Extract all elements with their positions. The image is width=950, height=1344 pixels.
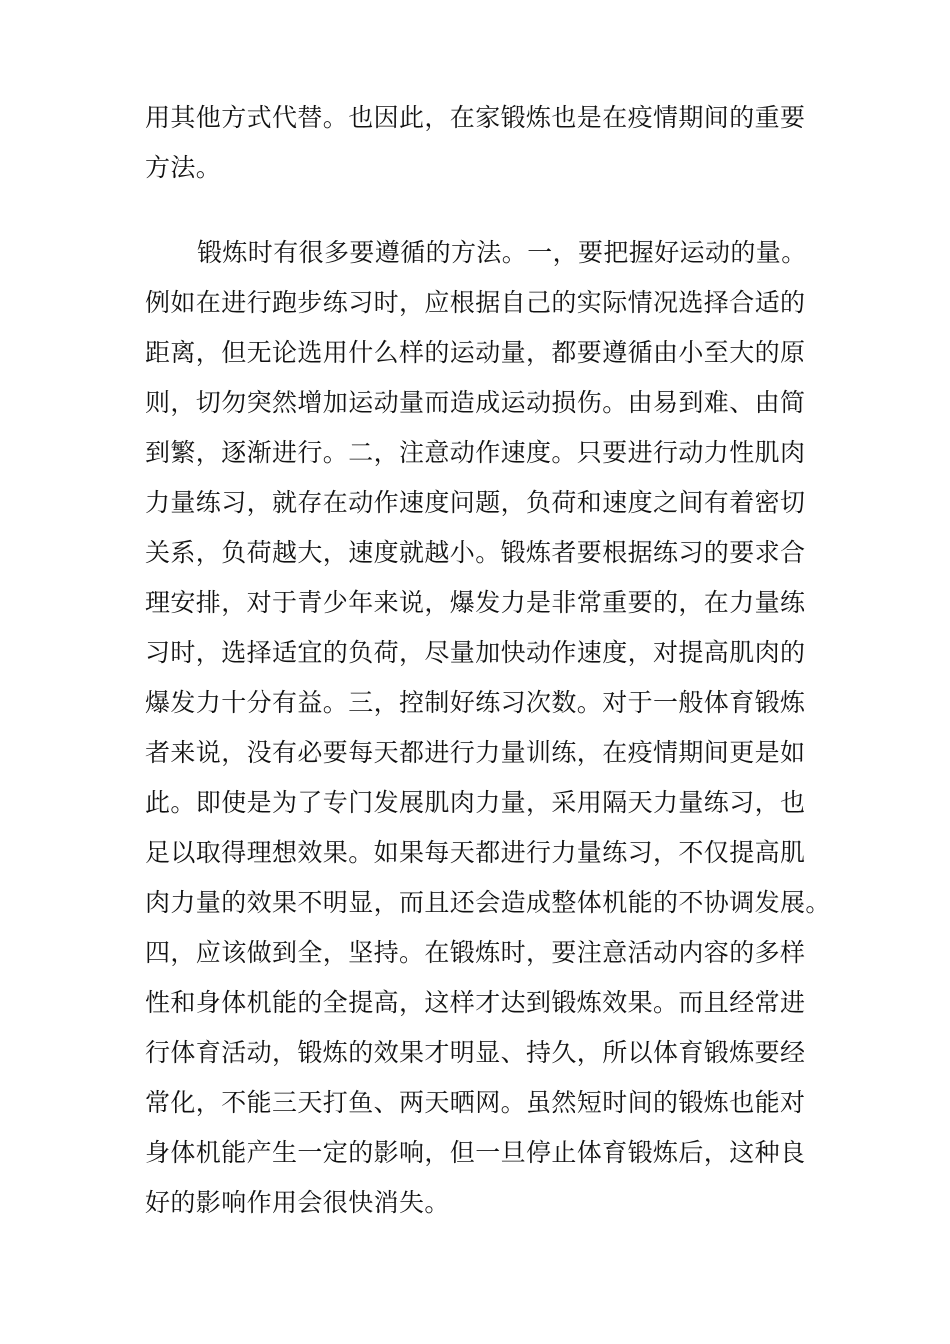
- text-line: 行体育活动，锻炼的效果才明显、持久，所以体育锻炼要经: [145, 1038, 806, 1067]
- text-line: 用其他方式代替。也因此，在家锻炼也是在疫情期间的重要: [145, 103, 806, 132]
- text-line: 例如在进行跑步练习时，应根据自己的实际情况选择合适的: [145, 288, 806, 317]
- text-line: 肉力量的效果不明显，而且还会造成整体机能的不协调发展。: [145, 888, 831, 917]
- text-line: 理安排，对于青少年来说，爆发力是非常重要的，在力量练: [145, 588, 806, 617]
- text-line: 习时，选择适宜的负荷，尽量加快动作速度，对提高肌肉的: [145, 638, 806, 667]
- text-line: 此。即使是为了专门发展肌肉力量，采用隔天力量练习，也: [145, 788, 806, 817]
- text-line: 则，切勿突然增加运动量而造成运动损伤。由易到难、由简: [145, 388, 806, 417]
- text-line: 四，应该做到全，坚持。在锻炼时，要注意活动内容的多样: [145, 938, 806, 967]
- text-line: 距离，但无论选用什么样的运动量，都要遵循由小至大的原: [145, 338, 806, 367]
- text-line: 常化，不能三天打鱼、两天晒网。虽然短时间的锻炼也能对: [145, 1088, 806, 1117]
- text-line: 锻炼时有很多要遵循的方法。一，要把握好运动的量。: [197, 238, 807, 267]
- text-line: 到繁，逐渐进行。二，注意动作速度。只要进行动力性肌肉: [145, 438, 806, 467]
- text-line: 方法。: [145, 153, 222, 182]
- text-line: 关系，负荷越大，速度就越小。锻炼者要根据练习的要求合: [145, 538, 806, 567]
- text-line: 爆发力十分有益。三，控制好练习次数。对于一般体育锻炼: [145, 688, 806, 717]
- text-line: 性和身体机能的全提高，这样才达到锻炼效果。而且经常进: [145, 988, 806, 1017]
- text-line: 者来说，没有必要每天都进行力量训练，在疫情期间更是如: [145, 738, 806, 767]
- text-line: 身体机能产生一定的影响，但一旦停止体育锻炼后，这种良: [145, 1138, 806, 1167]
- text-line: 力量练习，就存在动作速度问题，负荷和速度之间有着密切: [145, 488, 806, 517]
- text-line: 足以取得理想效果。如果每天都进行力量练习，不仅提高肌: [145, 838, 806, 867]
- text-line: 好的影响作用会很快消失。: [145, 1188, 450, 1217]
